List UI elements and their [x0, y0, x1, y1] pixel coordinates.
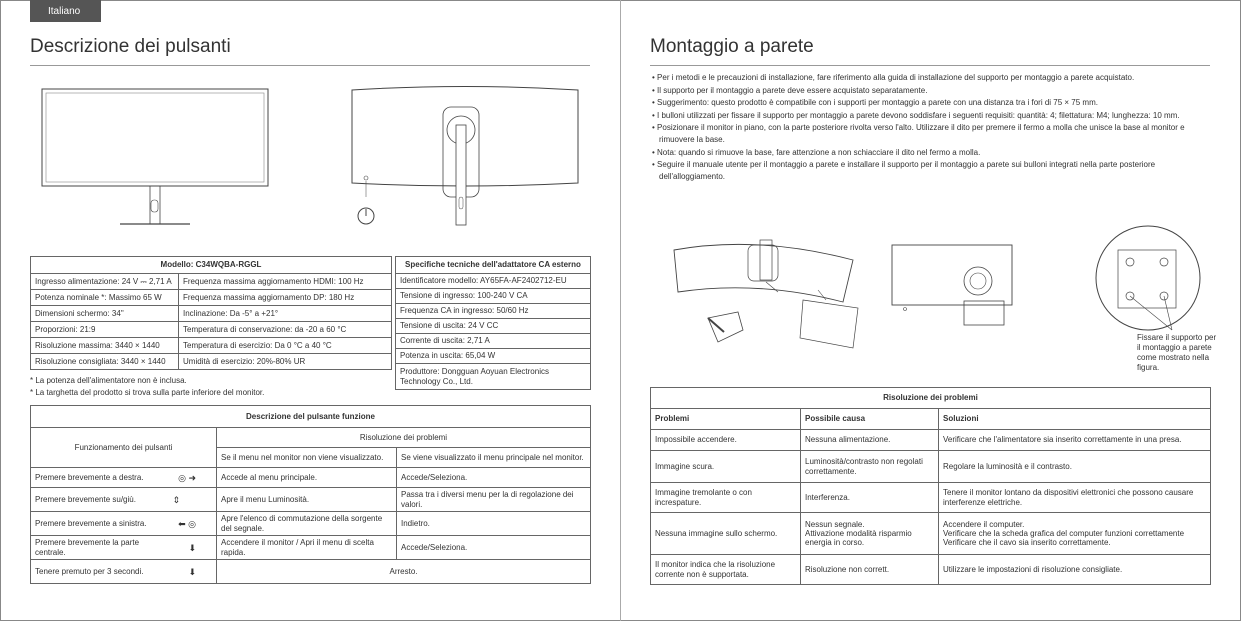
adapter-cell: Produttore: Dongguan Aoyuan Electronics Technology Co., Ltd.	[396, 364, 591, 390]
monitor-back-illustration	[348, 85, 583, 230]
wall-mount-detail-illustration	[1090, 222, 1210, 337]
left-title: Descrizione dei pulsanti	[30, 36, 231, 57]
op-label: Tenere premuto per 3 secondi.	[35, 566, 144, 576]
trouble-cell: Tenere il monitor lontano da dispositivi elettronici che possono causare interferenze elettriche.	[939, 483, 1211, 513]
trouble-cell: Risoluzione non corrett.	[801, 555, 939, 585]
op-cell	[31, 468, 217, 488]
no-menu-cell: Accede al menu principale.	[217, 468, 397, 488]
trouble-cell: Accendere il computer. Verificare che la scheda grafica del computer funzioni correttamente Verificare che il cavo sia inserito correttamente.	[939, 513, 1211, 555]
base-removal-illustration	[668, 230, 873, 350]
spec-cell: Dimensioni schermo: 34"	[31, 306, 179, 322]
spec-cell: Ingresso alimentazione: 24 V ⎓ 2,71 A	[31, 274, 179, 290]
spec-cell: Frequenza massima aggiornamento HDMI: 100 Hz	[179, 274, 392, 290]
op-cell	[31, 512, 217, 536]
op-cell	[31, 560, 217, 584]
left-title-rule	[30, 65, 590, 66]
op-cell	[31, 536, 217, 560]
button-table-title: Descrizione del pulsante funzione	[31, 406, 591, 428]
button-table	[30, 405, 591, 584]
adapter-cell: Tensione di ingresso: 100-240 V CA	[396, 289, 591, 304]
menu-cell: Passa tra i diversi menu per la di regolazione dei valori.	[397, 488, 591, 512]
specs-table	[30, 256, 392, 370]
note-label: * La targhetta del prodotto si trova sulla parte inferiore del monitor.	[30, 388, 265, 397]
trouble-header: Possibile causa	[801, 409, 939, 430]
trouble-header: Problemi	[651, 409, 801, 430]
spec-cell: Potenza nominale *: Massimo 65 W	[31, 290, 179, 306]
joystick-right-icon: ◎ ➜	[178, 472, 196, 483]
trouble-title: Risoluzione dei problemi	[651, 388, 1211, 409]
adapter-table	[395, 256, 591, 390]
bullet: • Posizionare il monitor in piano, con la parte posteriore rivolta verso l'alto. Utilizzare il dito per premere il fermo a molla che unisce la base al monitor e rimuovere la base.	[650, 122, 1215, 145]
sub-menu: Se viene visualizzato il menu principale nel monitor.	[397, 448, 591, 468]
op-label: Premere brevemente a sinistra.	[35, 518, 147, 528]
bullet: • Il supporto per il montaggio a parete deve essere acquistato separatamente.	[650, 85, 1215, 97]
sub-no-menu: Se il menu nel monitor non viene visualizzato.	[217, 448, 397, 468]
bullet: • Suggerimento: questo prodotto è compatibile con i supporti per montaggio a parete con una distanza tra i fori di 75 × 75 mm.	[650, 97, 1215, 109]
spec-cell: Temperatura di conservazione: da -20 a 60 °C	[179, 322, 392, 338]
no-menu-cell: Apre il menu Luminosità.	[217, 488, 397, 512]
bullet: • Seguire il manuale utente per il montaggio a parete e installare il supporto per il montaggio a parete sui bulloni integrati nella parte posteriore dell'alloggiamento.	[650, 159, 1215, 182]
spec-cell: Umidità di esercizio: 20%-80% UR	[179, 354, 392, 370]
monitor-front-illustration	[38, 85, 273, 230]
trouble-cell: Impossibile accendere.	[651, 430, 801, 451]
op-label: Premere brevemente su/giù.	[35, 494, 136, 504]
bullet: • I bulloni utilizzati per fissare il supporto per montaggio a parete devono soddisfare i seguenti requisiti: quantità: 4; filettatura: M4; lunghezza: 10 mm.	[650, 110, 1215, 122]
menu-cell: Indietro.	[397, 512, 591, 536]
menu-cell: Accede/Seleziona.	[397, 536, 591, 560]
note-power: * La potenza dell'alimentatore non è inclusa.	[30, 376, 187, 385]
bullet: • Nota: quando si rimuove la base, fare attenzione a non schiacciare il dito nel fermo a molla.	[650, 147, 1215, 159]
trouble-cell: Interferenza.	[801, 483, 939, 513]
trouble-cell: Verificare che l'alimentatore sia inserito correttamente in una presa.	[939, 430, 1211, 451]
trouble-cell: Nessuna immagine sullo schermo.	[651, 513, 801, 555]
right-title: Montaggio a parete	[650, 36, 814, 57]
op-label: Premere brevemente la parte centrale.	[35, 538, 140, 557]
joystick-up-down-icon: ⇕	[172, 494, 180, 505]
no-menu-cell: Apre l'elenco di commutazione della sorgente del segnale.	[217, 512, 397, 536]
adapter-cell: Identificatore modello: AY65FA-AF2402712-EU	[396, 274, 591, 289]
spec-cell: Risoluzione consigliata: 3440 × 1440	[31, 354, 179, 370]
op-label: Premere brevemente a destra.	[35, 472, 144, 482]
trouble-cell: Luminosità/contrasto non regolati correttamente.	[801, 451, 939, 483]
wall-mount-bullets	[650, 72, 1215, 183]
specs-header: Modello: C34WQBA-RGGL	[31, 257, 392, 274]
trouble-header: Soluzioni	[939, 409, 1211, 430]
col-operation: Funzionamento dei pulsanti	[31, 428, 217, 468]
right-title-rule	[650, 65, 1210, 66]
fix-caption: Fissare il supporto per il montaggio a parete come mostrato nella figura.	[1137, 333, 1217, 372]
wall-mount-back-illustration	[890, 243, 1015, 328]
joystick-left-icon: ⬅ ◎	[178, 518, 196, 529]
trouble-cell: Regolare la luminosità e il contrasto.	[939, 451, 1211, 483]
page-divider	[620, 0, 621, 621]
adapter-cell: Potenza in uscita: 65,04 W	[396, 349, 591, 364]
col-troubleshoot: Risoluzione dei problemi	[217, 428, 591, 448]
trouble-cell: Nessun segnale. Attivazione modalità risparmio energia in corso.	[801, 513, 939, 555]
adapter-cell: Frequenza CA in ingresso: 50/60 Hz	[396, 304, 591, 319]
adapter-cell: Corrente di uscita: 2,71 A	[396, 334, 591, 349]
trouble-cell: Utilizzare le impostazioni di risoluzione consigliate.	[939, 555, 1211, 585]
spec-cell: Risoluzione massima: 3440 × 1440	[31, 338, 179, 354]
spec-cell: Frequenza massima aggiornamento DP: 180 Hz	[179, 290, 392, 306]
troubleshooting-table	[650, 387, 1211, 585]
trouble-cell: Immagine tremolante o con increspature.	[651, 483, 801, 513]
result-cell: Arresto.	[217, 560, 591, 584]
joystick-press-icon: ⬇	[188, 542, 196, 553]
adapter-cell: Tensione di uscita: 24 V CC	[396, 319, 591, 334]
no-menu-cell: Accendere il monitor / Apri il menu di scelta rapida.	[217, 536, 397, 560]
trouble-cell: Il monitor indica che la risoluzione corrente non è supportata.	[651, 555, 801, 585]
trouble-cell: Nessuna alimentazione.	[801, 430, 939, 451]
bullet: • Per i metodi e le precauzioni di installazione, fare riferimento alla guida di installazione del supporto per montaggio a parete acquistato.	[650, 72, 1215, 84]
menu-cell: Accede/Seleziona.	[397, 468, 591, 488]
joystick-hold-icon: ⬇	[188, 566, 196, 577]
adapter-header: Specifiche tecniche dell'adattatore CA esterno	[396, 257, 591, 274]
op-cell	[31, 488, 217, 512]
spec-cell: Temperatura di esercizio: Da 0 °C a 40 °C	[179, 338, 392, 354]
spec-cell: Inclinazione: Da -5° a +21°	[179, 306, 392, 322]
trouble-cell: Immagine scura.	[651, 451, 801, 483]
spec-cell: Proporzioni: 21:9	[31, 322, 179, 338]
language-tab: Italiano	[30, 0, 101, 22]
